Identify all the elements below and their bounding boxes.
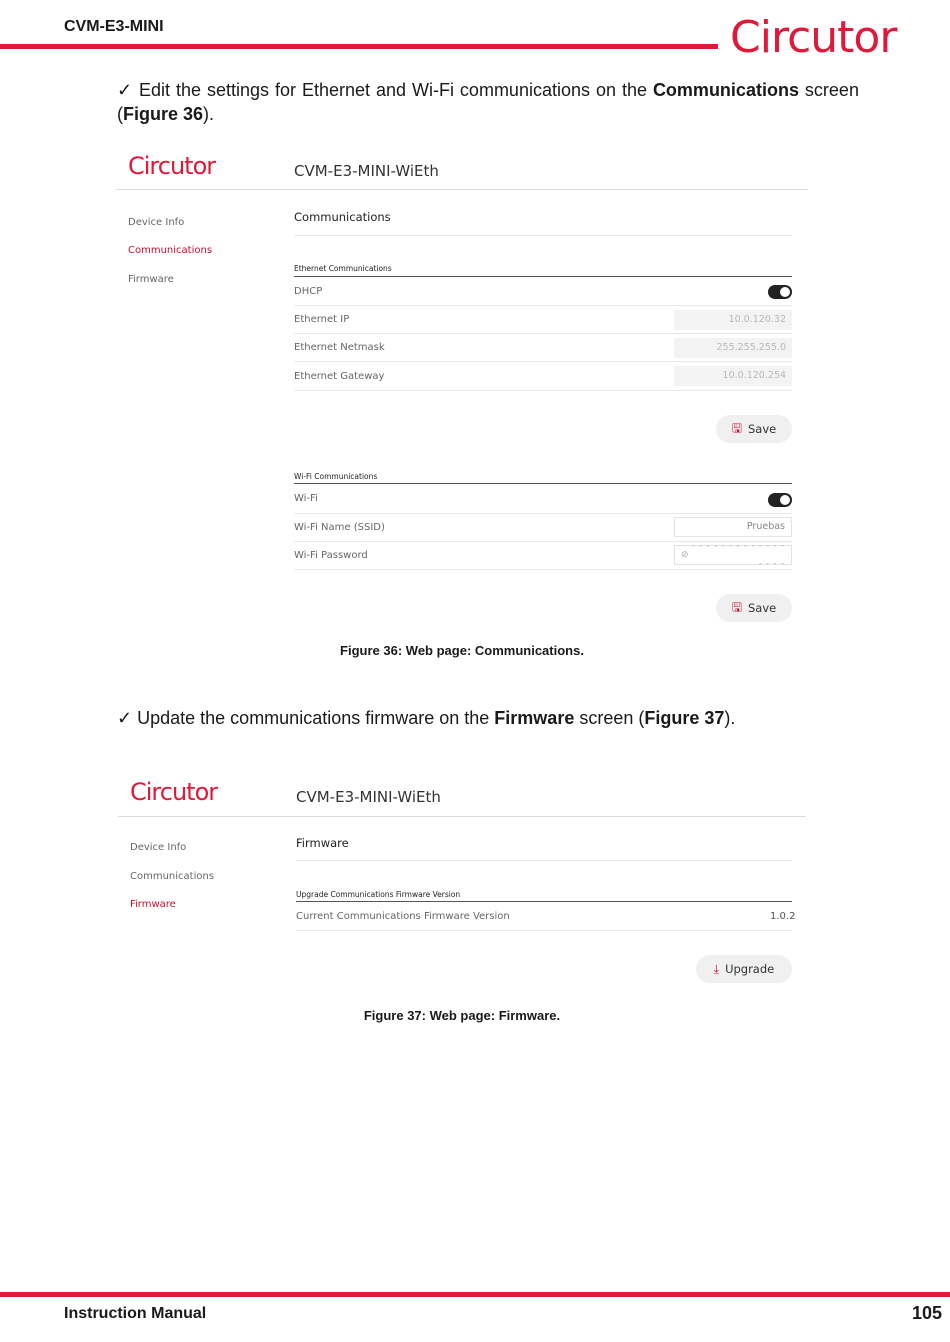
top-divider bbox=[116, 189, 808, 190]
ethernet-save-button[interactable]: 🖫 Save bbox=[716, 415, 792, 443]
nav-communications[interactable]: Communications bbox=[128, 245, 213, 256]
dhcp-toggle[interactable] bbox=[768, 285, 792, 299]
nav-device-info[interactable]: Device Info bbox=[130, 842, 187, 853]
page-number: 105 bbox=[911, 1303, 942, 1323]
firmware-version-value: 1.0.2 bbox=[770, 911, 796, 922]
check-icon: ✓ bbox=[117, 80, 134, 100]
wifi-toggle[interactable] bbox=[768, 493, 792, 507]
save-icon: 🖫 bbox=[731, 599, 742, 614]
figure-36-caption: Figure 36: Web page: Communications. bbox=[340, 643, 584, 658]
header-rule bbox=[0, 44, 718, 49]
wifi-password-label: Wi-Fi Password bbox=[294, 550, 368, 561]
row-divider bbox=[294, 333, 792, 334]
ethernet-gateway-input[interactable]: 10.0.120.254 bbox=[674, 366, 792, 386]
figure-brand-logo: Circutor bbox=[130, 778, 218, 806]
intro-paragraph-1: ✓ Edit the settings for Ethernet and Wi-Fi communications on the Communications screen (Figure 36). bbox=[117, 80, 859, 124]
ethernet-ip-input[interactable]: 10.0.120.32 bbox=[674, 310, 792, 330]
wifi-heading-rule bbox=[294, 483, 792, 484]
wifi-label: Wi-Fi bbox=[294, 493, 318, 504]
ethernet-netmask-label: Ethernet Netmask bbox=[294, 342, 385, 353]
document-title: CVM-E3-MINI bbox=[64, 18, 164, 35]
upgrade-button[interactable]: ⤓ Upgrade bbox=[696, 955, 792, 983]
circutor-logo: Circutor bbox=[730, 12, 897, 63]
check-icon: ✓ bbox=[117, 708, 133, 728]
save-icon: 🖫 bbox=[731, 420, 742, 435]
nav-device-info[interactable]: Device Info bbox=[128, 217, 185, 228]
wifi-ssid-label: Wi-Fi Name (SSID) bbox=[294, 522, 385, 533]
section-divider bbox=[294, 235, 792, 236]
eye-off-icon[interactable]: ⊘ bbox=[681, 550, 689, 560]
ethernet-ip-label: Ethernet IP bbox=[294, 314, 350, 325]
section-title: Communications bbox=[294, 210, 391, 224]
device-name: CVM-E3-MINI-WiEth bbox=[296, 788, 441, 806]
row-divider bbox=[294, 390, 792, 391]
download-icon: ⤓ bbox=[713, 961, 720, 976]
firmware-version-label: Current Communications Firmware Version bbox=[296, 911, 510, 922]
ethernet-heading: Ethernet Communications bbox=[294, 264, 392, 273]
row-divider bbox=[294, 305, 792, 306]
section-title: Firmware bbox=[296, 836, 349, 850]
ethernet-gateway-label: Ethernet Gateway bbox=[294, 371, 385, 382]
wifi-password-input[interactable]: ⊘ - - - - - - - - - - - - - - - - - bbox=[674, 545, 792, 565]
device-name: CVM-E3-MINI-WiEth bbox=[294, 162, 439, 180]
nav-firmware[interactable]: Firmware bbox=[130, 899, 176, 910]
dhcp-label: DHCP bbox=[294, 286, 323, 297]
figure-37-firmware bbox=[118, 766, 810, 991]
upgrade-heading: Upgrade Communications Firmware Version bbox=[296, 890, 461, 899]
nav-communications[interactable]: Communications bbox=[130, 871, 215, 882]
footer-rule bbox=[0, 1292, 950, 1297]
row-divider bbox=[294, 569, 792, 570]
footer-manual-label: Instruction Manual bbox=[64, 1305, 207, 1322]
wifi-save-button[interactable]: 🖫 Save bbox=[716, 594, 792, 622]
upgrade-heading-rule bbox=[296, 901, 792, 902]
wifi-ssid-input[interactable]: Pruebas bbox=[674, 517, 792, 537]
figure-37-caption: Figure 37: Web page: Firmware. bbox=[363, 1008, 561, 1023]
ethernet-heading-rule bbox=[294, 276, 792, 277]
ethernet-netmask-input[interactable]: 255.255.255.0 bbox=[674, 338, 792, 358]
wifi-heading: Wi-Fi Communications bbox=[294, 472, 378, 481]
section-divider bbox=[296, 860, 792, 861]
nav-firmware[interactable]: Firmware bbox=[128, 274, 174, 285]
figure-36-communications bbox=[116, 140, 810, 630]
intro-paragraph-2: ✓ Update the communications firmware on the Firmware screen (Figure 37). bbox=[117, 708, 736, 728]
top-divider bbox=[118, 816, 806, 817]
row-divider bbox=[296, 930, 792, 931]
figure-brand-logo: Circutor bbox=[128, 152, 216, 180]
row-divider bbox=[294, 513, 792, 514]
row-divider bbox=[294, 361, 792, 362]
